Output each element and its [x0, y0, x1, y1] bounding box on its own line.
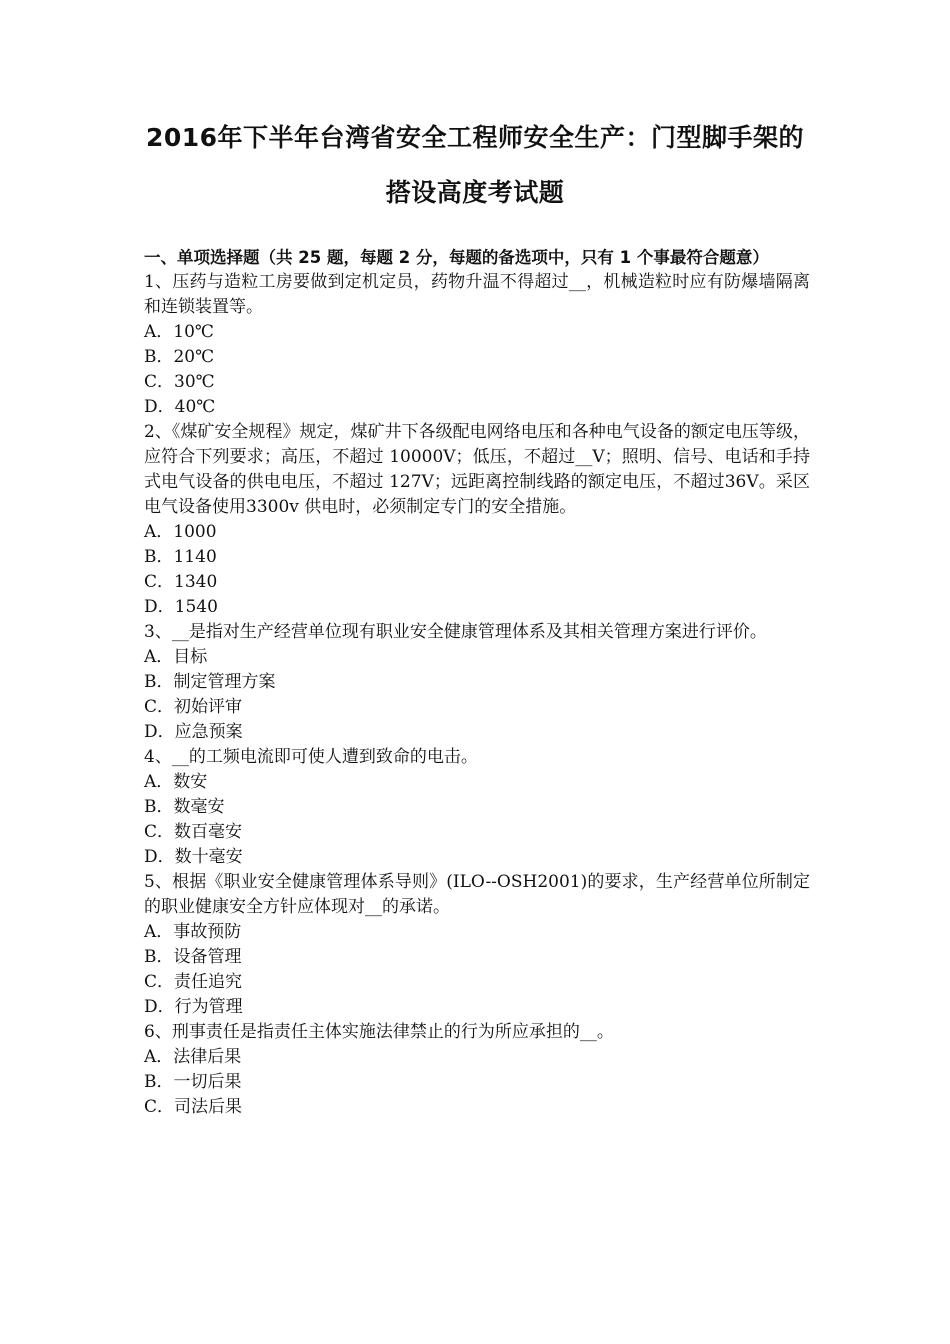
question-text: 5、根据《职业安全健康管理体系导则》(ILO--OSH2001)的要求，生产经营单位所制定的职业健康安全方针应体现对__的承诺。	[144, 872, 810, 917]
option-a: A．10℃	[144, 322, 214, 342]
option-c: C．数百毫安	[144, 822, 243, 842]
option-b: B．设备管理	[144, 947, 242, 967]
option-a: A．法律后果	[144, 1047, 242, 1067]
option-b: B．20℃	[144, 347, 215, 367]
option-d: D．40℃	[144, 397, 216, 417]
option-c: C．1340	[144, 572, 218, 592]
option-a: A．数安	[144, 772, 208, 792]
option-d: D．应急预案	[144, 722, 243, 742]
question-2	[144, 420, 810, 620]
question-6	[144, 1020, 810, 1120]
question-text: 3、__是指对生产经营单位现有职业安全健康管理体系及其相关管理方案进行评价。	[144, 622, 767, 642]
question-text: 2、《煤矿安全规程》规定，煤矿井下各级配电网络电压和各种电气设备的额定电压等级，应符合下列要求；高压，不超过 10000V；低压，不超过__V；照明、信号、电话和手持式电气设备的供电电压，不超过 127V；远距离控制线路的额定电压，不超过36V。采区电气设备使用3300v 供电时，必须制定专门的安全措施。	[144, 422, 810, 517]
option-b: B．制定管理方案	[144, 672, 276, 692]
document-title-line-2: 搭设高度考试题	[385, 178, 565, 207]
question-1	[144, 270, 810, 420]
option-c: C．30℃	[144, 372, 215, 392]
option-a: A．事故预防	[144, 922, 242, 942]
section-heading: 一、单项选择题（共 25 题，每题 2 分，每题的备选项中，只有 1 个事最符合题意）	[144, 248, 769, 267]
document-body	[144, 245, 810, 1120]
question-3	[144, 620, 810, 745]
question-4	[144, 745, 810, 870]
question-text: 4、__的工频电流即可使人遭到致命的电击。	[144, 747, 478, 767]
option-b: B．1140	[144, 547, 217, 567]
option-c: C．责任追究	[144, 972, 243, 992]
option-d: D．行为管理	[144, 997, 243, 1017]
option-d: D．数十毫安	[144, 847, 243, 867]
option-c: C．初始评审	[144, 697, 243, 717]
question-text: 6、刑事责任是指责任主体实施法律禁止的行为所应承担的__。	[144, 1022, 614, 1042]
option-a: A．目标	[144, 647, 208, 667]
option-a: A．1000	[144, 522, 217, 542]
document-title-line-1: 2016年下半年台湾省安全工程师安全生产：门型脚手架的	[145, 123, 805, 152]
option-b: B．一切后果	[144, 1072, 242, 1092]
option-d: D．1540	[144, 597, 218, 617]
question-text: 1、压药与造粒工房要做到定机定员，药物升温不得超过__，机械造粒时应有防爆墙隔离和连锁装置等。	[144, 272, 810, 317]
option-b: B．数毫安	[144, 797, 225, 817]
question-5	[144, 870, 810, 1020]
option-c: C．司法后果	[144, 1097, 243, 1117]
